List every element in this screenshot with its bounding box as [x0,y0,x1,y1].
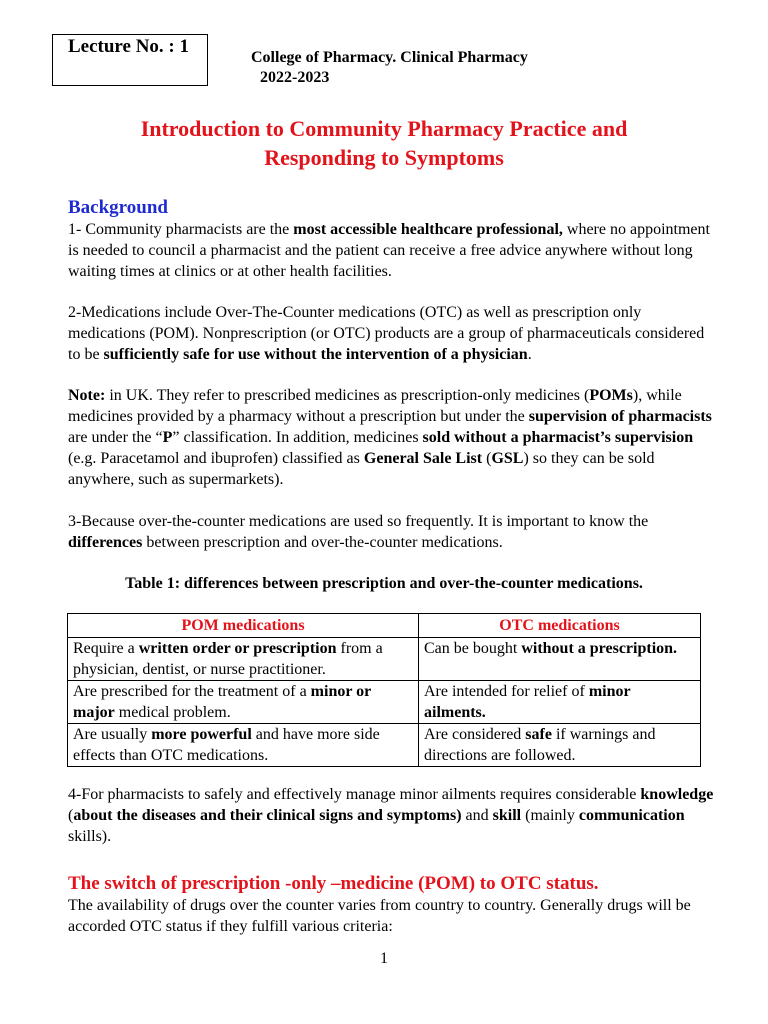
table-row [68,638,701,681]
table-row [68,681,701,724]
table-row [68,724,701,767]
table-header-pom: POM medications [68,614,419,638]
paragraph-4: 4-For pharmacists to safely and effectively manage minor ailments requires considerable knowledge (about the diseases and their clinical signs and symptoms) and skill (mainly communication skills). [68,786,714,845]
title-line-2: Responding to Symptoms [264,145,504,170]
table-cell: Are prescribed for the treatment of a minor or major medical problem. [68,681,419,724]
title-line-1: Introduction to Community Pharmacy Practice and [140,116,628,141]
table-caption: Table 1: differences between prescription and over-the-counter medications. [125,575,643,592]
college-name: College of Pharmacy. Clinical Pharmacy [251,49,528,66]
table-header-row [68,614,701,638]
academic-year: 2022-2023 [260,69,330,86]
comparison-table [67,613,701,767]
background-paragraph-2: 2-Medications include Over-The-Counter medications (OTC) as well as prescription only medications (POM). Nonprescription (or OTC) products are a group of pharmaceuticals considered to be sufficiently safe for use without the intervention of a physician. [68,304,705,363]
college-header [251,48,528,88]
switch-text: The availability of drugs over the counter varies from country to country. Generally drugs will be accorded OTC status if they fulfill various criteria: [68,897,691,935]
note-paragraph: Note: in UK. They refer to prescribed medicines as prescription-only medicines (POMs), while medicines provided by a pharmacy without a prescription but under the supervision of pharmacists are under the “P” classification. In addition, medicines sold without a pharmacist’s supervision (e.g. Paracetamol and ibuprofen) classified as General Sale List (GSL) so they can be sold anywhere, such as supermarkets). [68,387,712,488]
note-label: Note: [68,387,106,404]
table-cell: Are considered safe if warnings and directions are followed. [419,724,701,767]
table-cell: Can be bought without a prescription. [419,638,701,681]
page-number: 1 [380,950,388,967]
table-header-otc: OTC medications [419,614,701,638]
table-cell: Require a written order or prescription from a physician, dentist, or nurse practitioner. [68,638,419,681]
document-title [0,114,768,172]
lecture-number-box: Lecture No. : 1 [52,34,208,86]
background-heading: Background [68,197,168,218]
switch-section [68,873,718,937]
switch-heading: The switch of prescription -only –medicine (POM) to OTC status. [68,873,599,894]
background-paragraph-1: 1- Community pharmacists are the most accessible healthcare professional, where no appointment is needed to council a pharmacist and the patient can receive a free advice anywhere without long waiting times at clinics or at other health facilities. [68,221,710,280]
table-cell: Are intended for relief of minor ailments. [419,681,701,724]
background-paragraph-3: 3-Because over-the-counter medications are used so frequently. It is important to know the differences between prescription and over-the-counter medications. [68,513,649,551]
background-section [68,197,718,282]
table-cell: Are usually more powerful and have more side effects than OTC medications. [68,724,419,767]
